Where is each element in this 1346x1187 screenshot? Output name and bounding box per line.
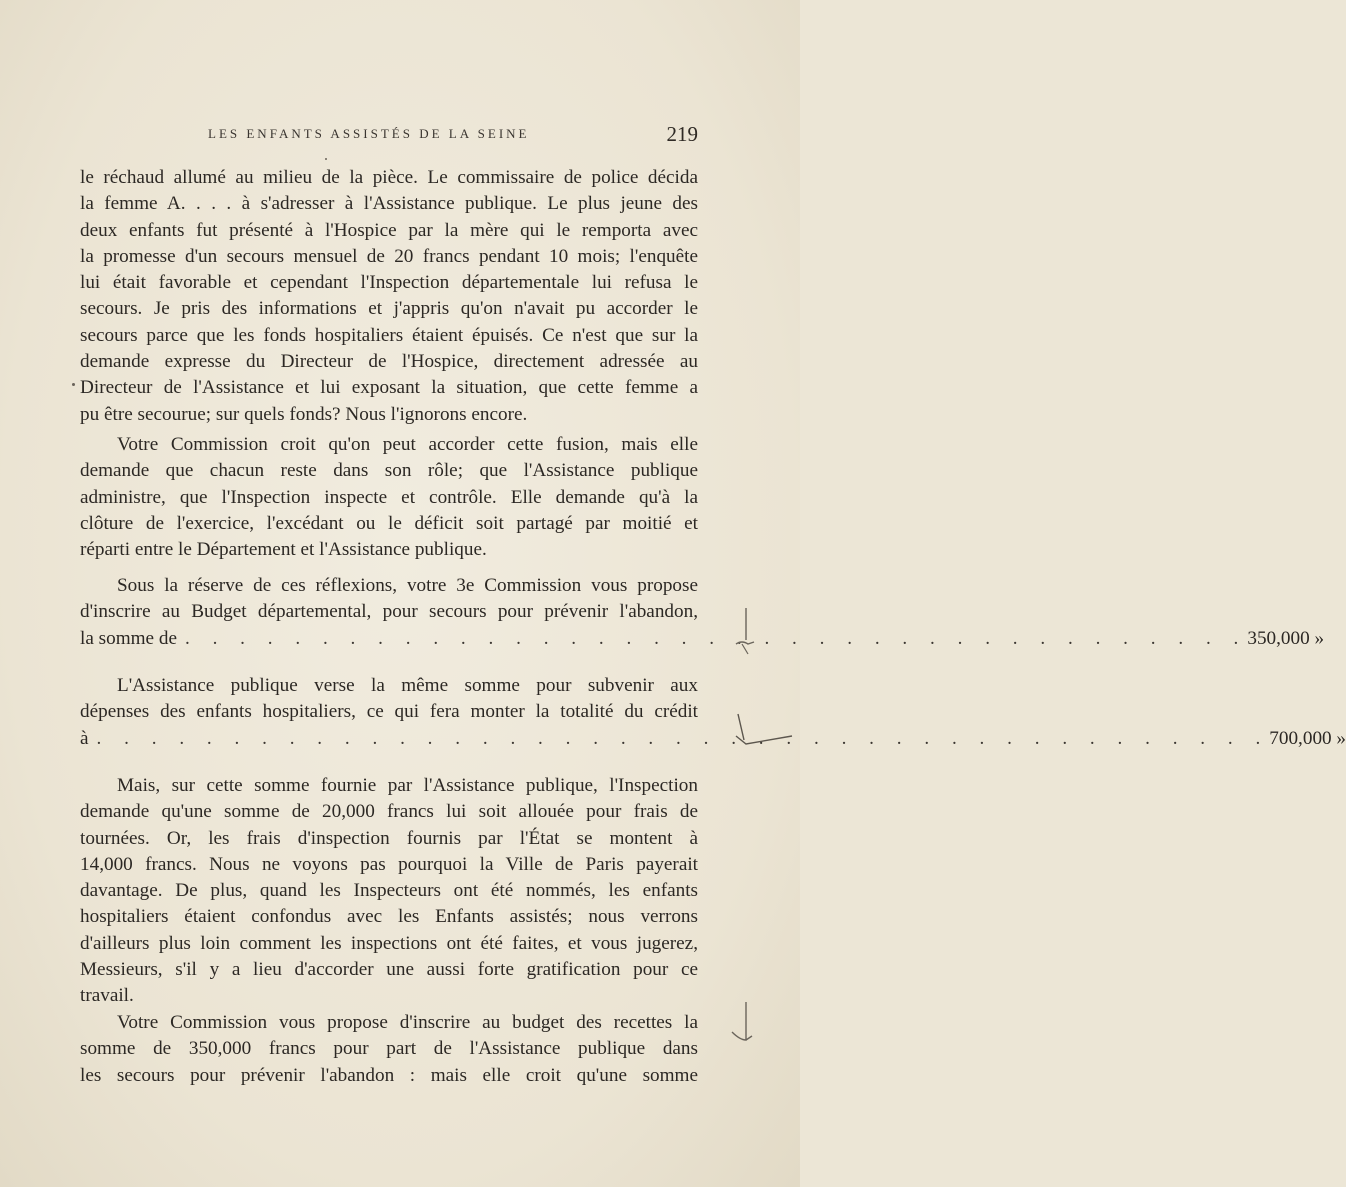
text-line: dépenses des enfants hospitaliers, ce qui fera monter la totalité du crédit	[80, 701, 698, 723]
text-line: L'Assistance publique verse la même somme pour subvenir aux	[117, 675, 698, 696]
margin-mark-icon	[726, 708, 796, 758]
amount-label: la somme de	[80, 627, 177, 649]
amount-line	[80, 626, 1325, 652]
text-line: secours parce que les fonds hospitaliers étaient épuisés. Ce n'est que sur la	[80, 324, 698, 346]
paragraph-1	[80, 165, 698, 428]
text-line: demande qu'une somme de 20,000 francs lui soit allouée pour frais de	[80, 801, 698, 823]
text-line: deux enfants fut présenté à l'Hospice par la mère qui le remporta avec	[80, 219, 698, 241]
text-line: 14,000 francs. Nous ne voyons pas pourquoi la Ville de Paris payerait	[80, 853, 698, 875]
running-title: LES ENFANTS ASSISTÉS DE LA SEINE	[208, 126, 530, 141]
text-line: tournées. Or, les frais d'inspection fournis par l'État se montent à	[80, 827, 698, 849]
page-header	[80, 122, 698, 150]
text-line: Directeur de l'Assistance et lui exposant la situation, que cette femme a	[80, 377, 698, 399]
margin-mark-icon	[724, 998, 760, 1048]
paragraph-2	[80, 432, 698, 563]
text-line: Votre Commission vous propose d'inscrire au budget des recettes la	[117, 1012, 698, 1033]
leader-dots: . . . . . . . . . . . . . . . . . . . . . . . . . . . . . . . . . . . . . . . . . . .	[96, 727, 1270, 749]
text-line: hospitaliers étaient confondus avec les Enfants assistés; nous verrons	[80, 906, 698, 928]
text-line: Messieurs, s'il y a lieu d'accorder une aussi forte gratification pour ce	[80, 959, 698, 981]
page-speck	[72, 383, 75, 386]
margin-mark-icon	[728, 600, 758, 660]
amount-line	[80, 726, 1346, 752]
text-line: le réchaud allumé au milieu de la pièce. Le commissaire de police décida	[80, 167, 698, 188]
text-line: demande expresse du Directeur de l'Hospice, directement adressée au	[80, 351, 698, 373]
paragraph-4	[80, 673, 1346, 752]
paragraph-3	[80, 573, 1325, 652]
page-number: 219	[666, 122, 698, 146]
text-line: administre, que l'Inspection inspecte et contrôle. Elle demande qu'à la	[80, 486, 698, 508]
amount-value: 350,000 »	[1247, 627, 1325, 649]
paragraph-6	[80, 1010, 698, 1089]
leader-dots: . . . . . . . . . . . . . . . . . . . . . . . . . . . . . . . . . . . . . . .	[184, 627, 1248, 649]
text-line: Mais, sur cette somme fournie par l'Assistance publique, l'Inspection	[117, 775, 698, 796]
amount-label: à	[80, 727, 89, 749]
text-line: réparti entre le Département et l'Assistance publique.	[80, 539, 487, 561]
paragraph-5	[80, 773, 698, 1010]
page-speck	[325, 158, 327, 160]
text-line: davantage. De plus, quand les Inspecteurs ont été nommés, les enfants	[80, 880, 698, 902]
text-line: la femme A. . . . à s'adresser à l'Assistance publique. Le plus jeune des	[80, 193, 698, 215]
text-line: les secours pour prévenir l'abandon : mais elle croit qu'une somme	[80, 1064, 698, 1086]
text-line: la promesse d'un secours mensuel de 20 francs pendant 10 mois; l'enquête	[80, 245, 698, 267]
amount-value: 700,000 »	[1269, 727, 1346, 749]
text-line: Sous la réserve de ces réflexions, votre 3e Commission vous propose	[117, 575, 698, 596]
text-line: Votre Commission croit qu'on peut accorder cette fusion, mais elle	[117, 434, 698, 455]
text-line: d'ailleurs plus loin comment les inspections ont été faites, et vous jugerez,	[80, 932, 698, 954]
text-line: somme de 350,000 francs pour part de l'Assistance publique dans	[80, 1038, 698, 1060]
text-line: demande que chacun reste dans son rôle; que l'Assistance publique	[80, 460, 698, 482]
text-line: pu être secourue; sur quels fonds? Nous l'ignorons encore.	[80, 403, 528, 425]
text-line: travail.	[80, 985, 134, 1007]
text-line: d'inscrire au Budget départemental, pour secours pour prévenir l'abandon,	[80, 601, 698, 623]
text-line: secours. Je pris des informations et j'appris qu'on n'avait pu accorder le	[80, 298, 698, 320]
text-line: lui était favorable et cependant l'Inspection départementale lui refusa le	[80, 272, 698, 294]
text-line: clôture de l'exercice, l'excédant ou le déficit soit partagé par moitié et	[80, 512, 698, 534]
